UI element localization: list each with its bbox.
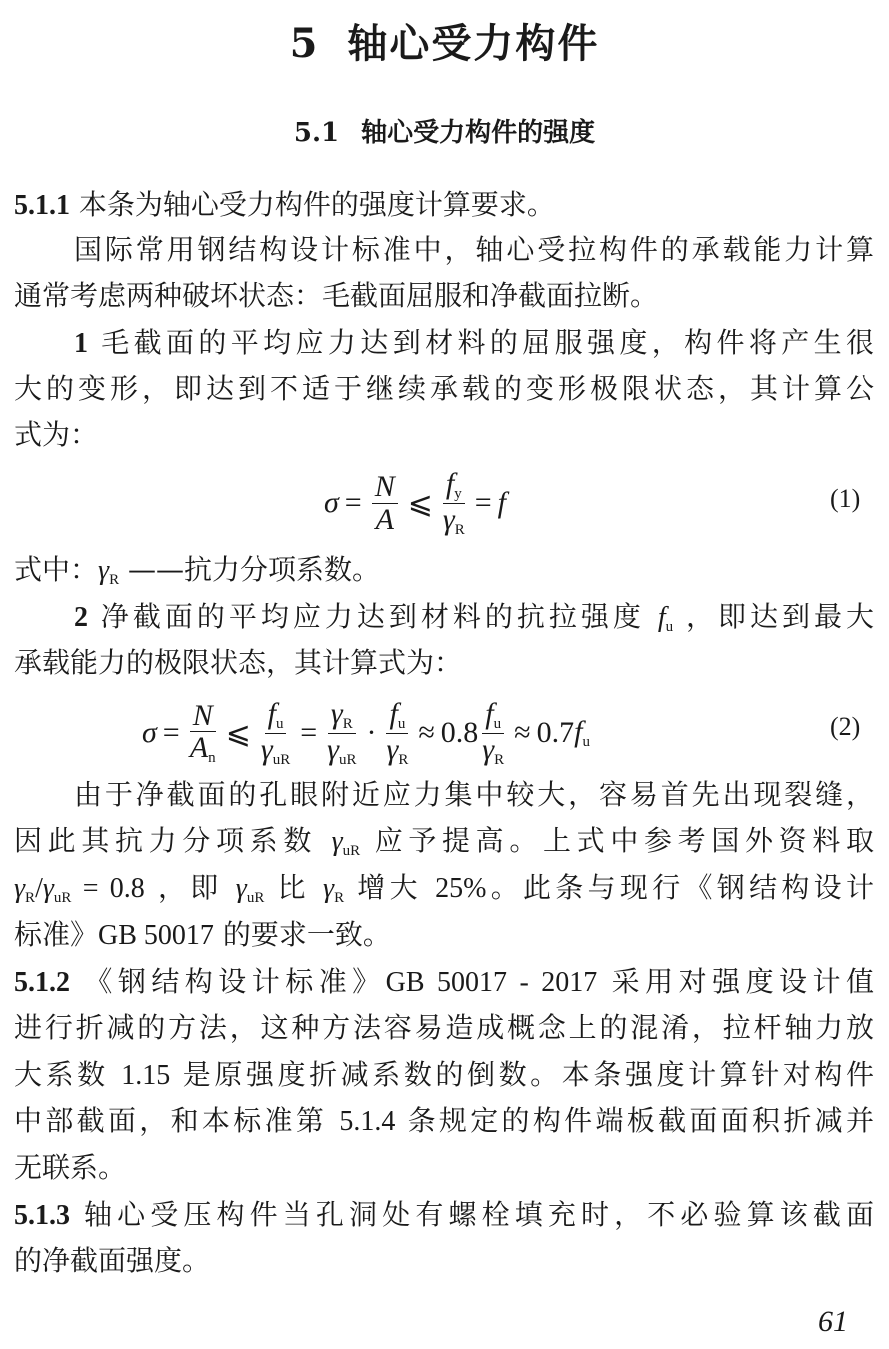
text-segment: 5.1.4 [339, 1106, 396, 1137]
text-segment: uR [53, 890, 72, 906]
text-segment: γ [42, 873, 54, 904]
text-segment: 大系数 [14, 1058, 122, 1091]
text-line [14, 1005, 874, 1051]
text-segment: uR [342, 843, 361, 859]
page-number: 61 [818, 1305, 848, 1338]
text-line [14, 818, 874, 864]
text-segment: 净截面的平均应力达到材料的抗拉强度 [88, 600, 658, 633]
text-segment: = 0.8 [71, 873, 145, 904]
clause-number: 5.1.2 [14, 967, 70, 998]
text-segment: 中部截面，和本标准第 [14, 1104, 340, 1137]
text-segment: 承载能力的极限状态，其计算式为： [14, 646, 463, 679]
text-segment: 通常考虑两种破坏状态：毛截面屈服和净截面拉断。 [14, 279, 659, 312]
text-line [14, 547, 874, 593]
text-line [14, 227, 874, 273]
text-line [14, 320, 874, 366]
text-segment: 本条为轴心受力构件的强度计算要求。 [70, 188, 555, 221]
text-segment: 的净截面强度。 [14, 1244, 211, 1277]
text-line [14, 772, 874, 818]
text-segment: ，即达到最大 [673, 600, 874, 633]
text-line [14, 640, 874, 686]
text-segment: γ [98, 555, 110, 586]
text-segment: GB 50017 - 2017 [385, 967, 598, 998]
text-line [14, 273, 874, 319]
text-line [14, 182, 874, 228]
text-segment: 毛截面的平均应力达到材料的屈服强度，构件将产生很 [88, 326, 874, 359]
text-segment: R [334, 890, 345, 906]
text-segment: 大的变形，即达到不适于继续承载的变形极限状态，其计算公 [14, 372, 874, 405]
text-segment: 由于净截面的孔眼附近应力集中较大，容易首先出现裂缝， [74, 778, 874, 811]
text-segment: 。此条与现行《钢结构设计 [486, 871, 874, 904]
clause-number: 2 [74, 602, 88, 633]
text-segment: 因此其抗力分项系数 [14, 824, 332, 857]
clause-number: 5.1.3 [14, 1200, 70, 1231]
text-segment: 国际常用钢结构设计标准中，轴心受拉构件的承载能力计算 [74, 233, 874, 266]
text-segment: 25% [435, 873, 487, 904]
equation-number-1: (1) [830, 484, 861, 513]
chapter-title: 5 轴心受力构件 [289, 20, 600, 67]
text-segment: ，即 [144, 871, 236, 904]
text-segment: 增大 [344, 871, 436, 904]
text-segment: R [25, 890, 36, 906]
text-line [14, 412, 874, 458]
text-line [14, 912, 874, 958]
text-segment: u [665, 619, 674, 635]
text-segment: GB 50017 [98, 920, 214, 951]
text-segment: γ [323, 873, 335, 904]
section-title: 5.1 轴心受力构件的强度 [293, 118, 596, 148]
text-segment: 的要求一致。 [213, 918, 391, 951]
text-segment: γ [331, 826, 343, 857]
text-line [14, 1145, 874, 1191]
text-segment: 标准》 [14, 918, 99, 951]
text-segment: 无联系。 [14, 1151, 127, 1184]
formula-1: σ = $\frac{N}{A}$ ⩽ $\frac{f_y}{\gamma_R}$ = f [324, 467, 506, 538]
text-line [14, 594, 874, 640]
text-segment: 1.15 [121, 1060, 171, 1091]
text-line [14, 865, 874, 911]
text-line [14, 1192, 874, 1238]
text-segment: 《钢结构设计标准》 [70, 965, 386, 998]
text-segment: γ [235, 873, 247, 904]
text-line [14, 1052, 874, 1098]
text-segment: 条规定的构件端板截面面积折减并 [395, 1104, 874, 1137]
text-line [14, 959, 874, 1005]
text-segment: γ [14, 873, 26, 904]
equation-number-2: (2) [830, 712, 861, 741]
text-segment: f [657, 602, 666, 633]
text-line [14, 1238, 874, 1284]
text-segment: 是原强度折减系数的倒数。本条强度计算针对构件 [170, 1058, 874, 1091]
text-segment: R [109, 572, 120, 588]
text-segment: 进行折减的方法，这种方法容易造成概念上的混淆，拉杆轴力放 [14, 1011, 874, 1044]
text-segment: / [35, 873, 43, 904]
text-segment: 采用对强度设计值 [597, 965, 874, 998]
text-segment: 式中： [14, 553, 99, 586]
text-line [14, 1098, 874, 1144]
text-line [14, 366, 874, 412]
text-segment: ——抗力分项系数。 [119, 553, 380, 586]
text-segment: 应予提高。上式中参考国外资料取 [360, 824, 874, 857]
clause-number: 5.1.1 [14, 190, 70, 221]
text-segment: uR [246, 890, 265, 906]
formula-2: σ = $\frac{N}{A_n}$ ⩽ $\frac{f_u}{\gamma_{uR}}$ = $\frac{\gamma_R}{\gamma_{uR}}$ · $\frac{f_u}{\gamma_R}$ ≈ 0.8 $\frac{f_u}{\gamma_R}$ ≈ 0.7 $f_u$ [142, 697, 590, 768]
clause-number: 1 [74, 328, 88, 359]
text-segment: 式为： [14, 418, 99, 451]
text-segment: 轴心受压构件当孔洞处有螺栓填充时，不必验算该截面 [70, 1198, 874, 1231]
text-segment: 比 [264, 871, 324, 904]
